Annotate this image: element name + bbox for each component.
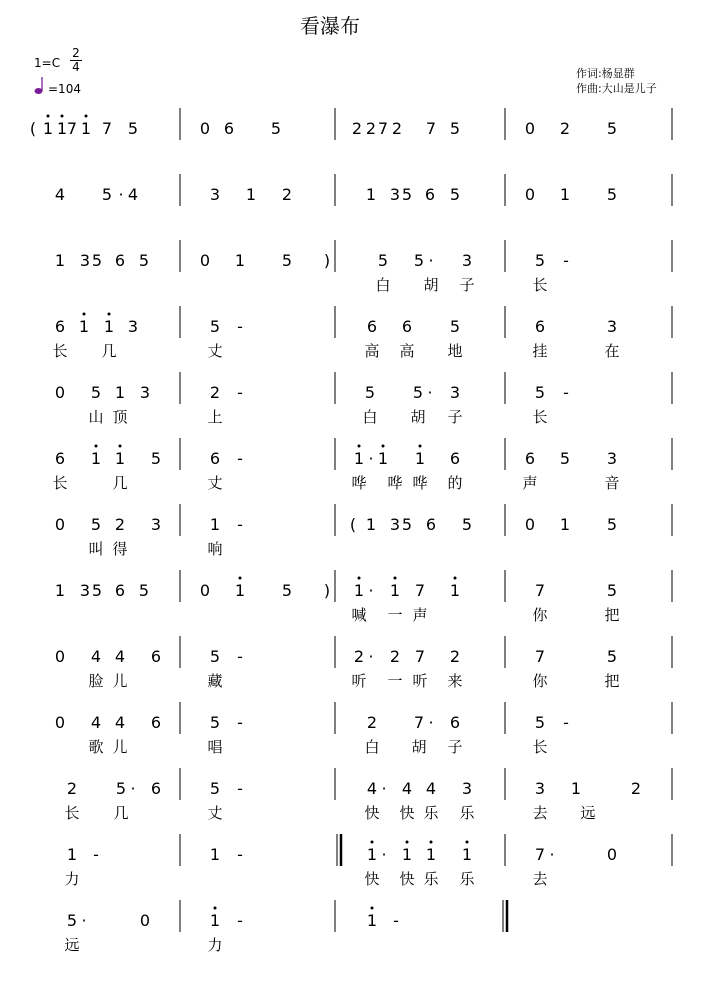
octave-dot (358, 577, 361, 580)
note: 2 (365, 119, 377, 138)
note: 2 (209, 383, 221, 402)
lyric-syllable: 声 (522, 474, 538, 492)
lyric-syllable: 快 (399, 870, 415, 888)
note: · (428, 251, 434, 270)
lyricist-credit: 作词:杨显群 (576, 67, 635, 80)
lyric-syllable: 丈 (207, 474, 223, 492)
note: 5 (534, 251, 546, 270)
note: 2 (114, 515, 126, 534)
note: 5 (101, 185, 113, 204)
note: 5 (209, 713, 221, 732)
note: 3 (79, 581, 91, 600)
lyric-syllable: 几 (101, 342, 117, 360)
note: 5 (606, 515, 618, 534)
note: 6 (366, 317, 378, 336)
lyric-syllable: 一 (387, 606, 403, 624)
note: 0 (524, 185, 536, 204)
note: 5 (281, 581, 293, 600)
note: 5 (461, 515, 473, 534)
note: 1 (414, 449, 426, 468)
lyric-syllable: 儿 (112, 738, 128, 756)
note: 0 (54, 713, 66, 732)
lyric-syllable: 丈 (207, 804, 223, 822)
note: 5 (281, 251, 293, 270)
note: 5 (412, 383, 424, 402)
note: 1 (209, 845, 221, 864)
note: 7 (101, 119, 113, 138)
octave-dot (95, 445, 98, 448)
octave-dot (430, 841, 433, 844)
lyric-syllable: 远 (580, 804, 596, 822)
lyric-syllable: 力 (64, 870, 80, 888)
note: - (563, 713, 569, 732)
note: - (237, 515, 243, 534)
lyric-syllable: 藏 (207, 672, 223, 690)
note: 7 (425, 119, 437, 138)
lyric-syllable: 乐 (459, 870, 475, 888)
octave-dot (371, 841, 374, 844)
key-signature: 1=C (34, 56, 61, 70)
note: 5 (606, 647, 618, 666)
note: 1 (209, 911, 221, 930)
note: 2 (559, 119, 571, 138)
note: 7 (413, 713, 425, 732)
lyric-syllable: 胡 (411, 738, 427, 756)
octave-dot (119, 445, 122, 448)
note: 5 (90, 383, 102, 402)
note: 3 (150, 515, 162, 534)
note: 4 (366, 779, 378, 798)
octave-dot (239, 577, 242, 580)
note: 2 (353, 647, 365, 666)
lyric-syllable: 喊 (351, 606, 367, 624)
note: 1 (234, 251, 246, 270)
lyric-syllable: 白 (362, 408, 378, 426)
octave-dot (406, 841, 409, 844)
note: 5 (401, 185, 413, 204)
lyric-syllable: 的 (447, 474, 463, 492)
lyric-syllable: 远 (64, 936, 80, 954)
lyric-syllable: 音 (604, 474, 620, 492)
note: 6 (524, 449, 536, 468)
lyric-syllable: 乐 (459, 804, 475, 822)
note: · (381, 845, 387, 864)
lyric-syllable: 去 (532, 804, 548, 822)
note: 3 (461, 251, 473, 270)
note: 1 (42, 119, 54, 138)
lyric-syllable: 儿 (112, 672, 128, 690)
note: 6 (54, 449, 66, 468)
note: 5 (127, 119, 139, 138)
lyric-syllable: 快 (399, 804, 415, 822)
note: 0 (606, 845, 618, 864)
lyric-syllable: 长 (52, 474, 68, 492)
note: 6 (401, 317, 413, 336)
note: 6 (425, 515, 437, 534)
note: 5 (559, 449, 571, 468)
lyric-syllable: 歌 (88, 738, 104, 756)
note: 0 (199, 251, 211, 270)
note: 4 (127, 185, 139, 204)
note: 0 (524, 515, 536, 534)
note: 5 (209, 779, 221, 798)
note: 5 (270, 119, 282, 138)
octave-dot (394, 577, 397, 580)
note: 1 (559, 515, 571, 534)
note: ) (323, 581, 331, 600)
lyric-syllable: 乐 (423, 804, 439, 822)
note: 5 (90, 515, 102, 534)
note: 3 (389, 515, 401, 534)
octave-dot (454, 577, 457, 580)
note: 4 (54, 185, 66, 204)
lyric-syllable: 长 (64, 804, 80, 822)
lyric-syllable: 上 (207, 408, 223, 426)
note: 1 (103, 317, 115, 336)
note: 1 (234, 581, 246, 600)
note: 1 (401, 845, 413, 864)
time-signature-top: 2 (72, 46, 80, 60)
note: 5 (606, 119, 618, 138)
note: 1 (209, 515, 221, 534)
note: 5 (209, 647, 221, 666)
octave-dot (61, 115, 64, 118)
octave-dot (466, 841, 469, 844)
note: 4 (114, 647, 126, 666)
note: 2 (630, 779, 642, 798)
note: · (368, 581, 374, 600)
note: 5 (138, 251, 150, 270)
octave-dot (371, 907, 374, 910)
note: 0 (139, 911, 151, 930)
note: 1 (353, 449, 365, 468)
note: - (237, 713, 243, 732)
note: · (427, 383, 433, 402)
note: 0 (524, 119, 536, 138)
note: 3 (606, 317, 618, 336)
note: 7 (534, 581, 546, 600)
note: 5 (209, 317, 221, 336)
note: 2 (391, 119, 403, 138)
note: 5 (91, 251, 103, 270)
lyric-syllable: 胡 (410, 408, 426, 426)
lyric-syllable: 把 (604, 672, 620, 690)
note: 2 (351, 119, 363, 138)
note: - (237, 383, 243, 402)
note: 7 (377, 119, 389, 138)
note: 5 (150, 449, 162, 468)
note: 5 (66, 911, 78, 930)
tempo-marking: =104 (48, 82, 81, 96)
note: 6 (114, 251, 126, 270)
lyric-syllable: 长 (52, 342, 68, 360)
note: 1 (449, 581, 461, 600)
note: 2 (66, 779, 78, 798)
page-title: 看瀑布 (300, 14, 360, 38)
note: 6 (449, 449, 461, 468)
note: 5 (364, 383, 376, 402)
lyric-syllable: 挂 (532, 342, 548, 360)
note: 1 (353, 581, 365, 600)
note: 1 (570, 779, 582, 798)
lyric-syllable: 长 (532, 408, 548, 426)
lyric-syllable: 顶 (112, 408, 128, 426)
note: 6 (424, 185, 436, 204)
lyric-syllable: 你 (532, 606, 548, 624)
note: 6 (54, 317, 66, 336)
note: 2 (281, 185, 293, 204)
note: 5 (606, 185, 618, 204)
note: 1 (56, 119, 68, 138)
lyric-syllable: 子 (447, 408, 463, 426)
note: 1 (90, 449, 102, 468)
note: 4 (425, 779, 437, 798)
note: 0 (54, 515, 66, 534)
lyric-syllable: 脸 (88, 672, 104, 690)
lyric-syllable: 长 (532, 276, 548, 294)
lyric-syllable: 长 (532, 738, 548, 756)
note: - (393, 911, 399, 930)
note: 3 (534, 779, 546, 798)
lyric-syllable: 高 (399, 342, 415, 360)
lyric-syllable: 白 (364, 738, 380, 756)
lyric-syllable: 来 (447, 672, 463, 690)
note: 4 (114, 713, 126, 732)
lyric-syllable: 快 (364, 804, 380, 822)
note: 1 (54, 251, 66, 270)
lyric-syllable: 得 (112, 540, 128, 558)
lyric-syllable: 白 (375, 276, 391, 294)
note: 1 (366, 911, 378, 930)
note: 3 (139, 383, 151, 402)
lyric-syllable: 地 (447, 342, 463, 360)
lyric-syllable: 子 (447, 738, 463, 756)
note: 1 (377, 449, 389, 468)
lyric-syllable: 山 (88, 408, 104, 426)
note: 4 (90, 647, 102, 666)
note: 5 (449, 119, 461, 138)
note: 6 (150, 713, 162, 732)
note: 1 (114, 383, 126, 402)
note: 1 (461, 845, 473, 864)
note: 5 (377, 251, 389, 270)
note: 1 (66, 845, 78, 864)
octave-dot (83, 313, 86, 316)
note: 3 (449, 383, 461, 402)
lyric-syllable: 几 (112, 474, 128, 492)
note: 3 (606, 449, 618, 468)
note: - (93, 845, 99, 864)
note: · (428, 713, 434, 732)
note: 2 (449, 647, 461, 666)
note: 6 (150, 647, 162, 666)
note: 5 (91, 581, 103, 600)
lyric-syllable: 一 (387, 672, 403, 690)
lyric-syllable: 把 (604, 606, 620, 624)
note: 3 (209, 185, 221, 204)
note: · (381, 779, 387, 798)
note: 1 (78, 317, 90, 336)
note: 3 (79, 251, 91, 270)
note: 1 (54, 581, 66, 600)
note: 5 (115, 779, 127, 798)
note: 5 (449, 317, 461, 336)
note: - (237, 779, 243, 798)
note: 1 (365, 515, 377, 534)
note: · (81, 911, 87, 930)
note: - (237, 317, 243, 336)
lyric-syllable: 快 (364, 870, 380, 888)
note: 1 (80, 119, 92, 138)
lyric-syllable: 胡 (423, 276, 439, 294)
note: · (118, 185, 124, 204)
note: 3 (389, 185, 401, 204)
note: 4 (90, 713, 102, 732)
note: ) (323, 251, 331, 270)
lyric-syllable: 叫 (88, 540, 104, 558)
note: 4 (401, 779, 413, 798)
note: 5 (138, 581, 150, 600)
note: 2 (389, 647, 401, 666)
note: 7 (414, 647, 426, 666)
note: - (237, 647, 243, 666)
note: 0 (199, 119, 211, 138)
note: · (368, 647, 374, 666)
note: 7 (414, 581, 426, 600)
note: 1 (365, 185, 377, 204)
note: 6 (449, 713, 461, 732)
note: · (130, 779, 136, 798)
octave-dot (85, 115, 88, 118)
lyric-syllable: 高 (364, 342, 380, 360)
note: 5 (401, 515, 413, 534)
octave-dot (419, 445, 422, 448)
note: - (237, 911, 243, 930)
composer-credit: 作曲:大山是儿子 (576, 82, 657, 95)
note: 5 (413, 251, 425, 270)
note: 1 (366, 845, 378, 864)
note: 0 (54, 647, 66, 666)
note: 1 (114, 449, 126, 468)
lyric-syllable: 响 (207, 540, 223, 558)
lyric-syllable: 声 (412, 606, 428, 624)
note: · (368, 449, 374, 468)
note: 1 (425, 845, 437, 864)
lyric-syllable: 力 (207, 936, 223, 954)
note: 5 (534, 713, 546, 732)
note: 6 (114, 581, 126, 600)
note: ( (349, 515, 357, 534)
note: ( (29, 119, 37, 138)
lyric-syllable: 子 (459, 276, 475, 294)
lyric-syllable: 哗 (387, 474, 403, 492)
note: 6 (534, 317, 546, 336)
note: 3 (127, 317, 139, 336)
octave-dot (214, 907, 217, 910)
lyric-syllable: 在 (604, 342, 620, 360)
note: 0 (54, 383, 66, 402)
lyric-syllable: 乐 (423, 870, 439, 888)
note: - (237, 845, 243, 864)
note: - (237, 449, 243, 468)
octave-dot (358, 445, 361, 448)
octave-dot (108, 313, 111, 316)
note: · (549, 845, 555, 864)
lyric-syllable: 丈 (207, 342, 223, 360)
note: 2 (366, 713, 378, 732)
note: 1 (389, 581, 401, 600)
note: 5 (449, 185, 461, 204)
note: 7 (534, 647, 546, 666)
note: - (563, 383, 569, 402)
octave-dot (47, 115, 50, 118)
note: 6 (223, 119, 235, 138)
note: 3 (461, 779, 473, 798)
lyric-syllable: 唱 (207, 738, 223, 756)
note: 6 (150, 779, 162, 798)
lyric-syllable: 几 (113, 804, 129, 822)
lyric-syllable: 你 (532, 672, 548, 690)
octave-dot (382, 445, 385, 448)
note: 7 (66, 119, 78, 138)
lyric-syllable: 听 (351, 672, 367, 690)
note: - (563, 251, 569, 270)
lyric-syllable: 去 (532, 870, 548, 888)
note: 1 (245, 185, 257, 204)
note: 1 (559, 185, 571, 204)
lyric-syllable: 哗 (412, 474, 428, 492)
time-signature-bottom: 4 (70, 60, 82, 74)
lyric-syllable: 哗 (351, 474, 367, 492)
lyric-syllable: 听 (412, 672, 428, 690)
note: 7 (534, 845, 546, 864)
note: 0 (199, 581, 211, 600)
note: 6 (209, 449, 221, 468)
note: 5 (606, 581, 618, 600)
note: 5 (534, 383, 546, 402)
